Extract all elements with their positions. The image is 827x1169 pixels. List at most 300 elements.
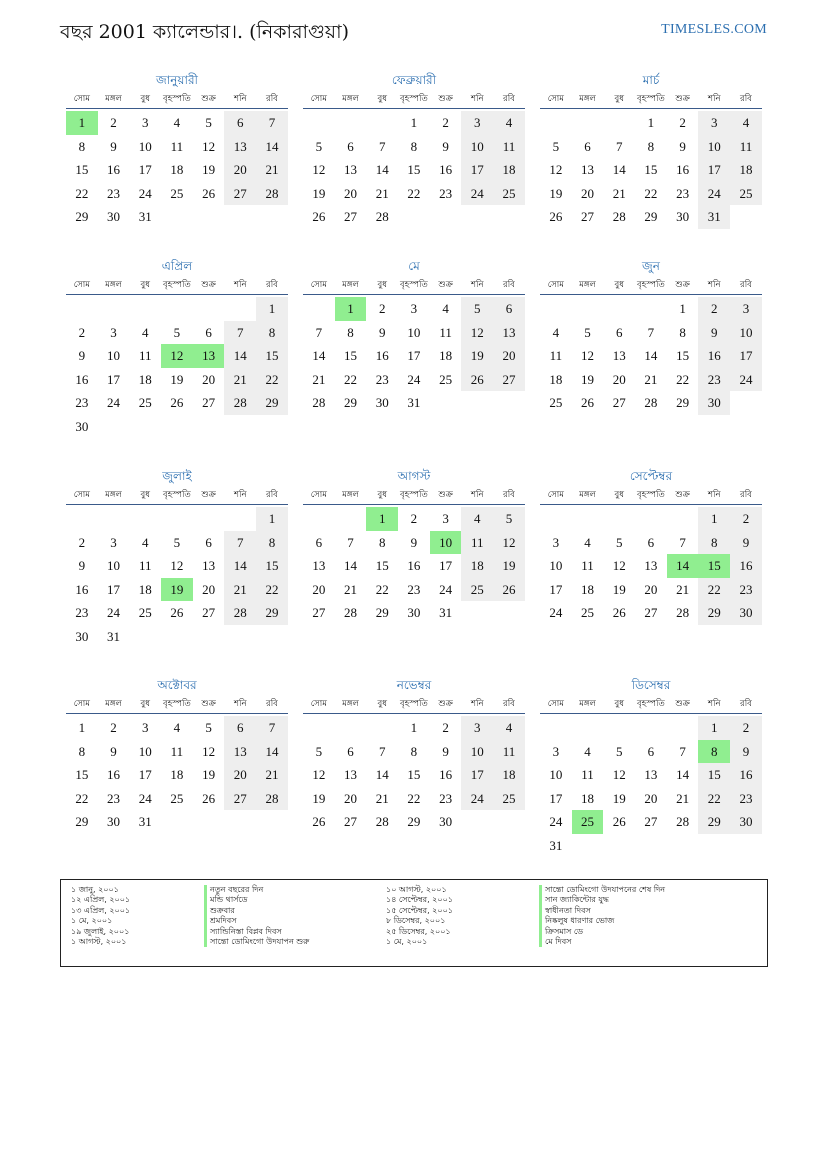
day-cell[interactable]: 1 <box>410 115 418 130</box>
day-cell[interactable]: 7 <box>256 716 288 740</box>
day-cell[interactable]: 22 <box>344 371 358 387</box>
day-cell[interactable]: 30 <box>730 601 762 625</box>
day-cell[interactable]: 28 <box>256 182 288 206</box>
day-cell[interactable]: 16 <box>439 767 453 782</box>
day-cell[interactable]: 17 <box>730 344 762 368</box>
day-cell[interactable]: 24 <box>439 581 453 597</box>
day-cell[interactable]: 24 <box>107 605 121 620</box>
day-cell[interactable]: 14 <box>676 767 690 782</box>
day-cell[interactable]: 24 <box>138 185 152 201</box>
day-cell[interactable]: 5 <box>205 720 212 735</box>
day-cell[interactable]: 30 <box>439 814 453 829</box>
day-cell[interactable]: 20 <box>644 790 658 806</box>
day-cell[interactable]: 1 <box>410 720 418 735</box>
day-cell[interactable]: 30 <box>730 810 762 834</box>
day-cell[interactable]: 6 <box>224 111 256 135</box>
day-cell[interactable]: 9 <box>110 138 117 154</box>
day-cell[interactable]: 2 <box>78 534 86 550</box>
day-cell[interactable]: 4 <box>552 324 560 340</box>
day-cell[interactable]: 26 <box>493 578 525 602</box>
day-cell[interactable]: 20 <box>202 581 216 597</box>
day-cell[interactable]: 8 <box>256 321 288 345</box>
day-cell[interactable]: 16 <box>75 371 89 387</box>
day-cell[interactable]: 2 <box>698 297 730 321</box>
day-cell[interactable]: 28 <box>224 391 256 415</box>
day-cell[interactable]: 22 <box>75 185 89 201</box>
day-cell[interactable]: 25 <box>730 182 762 206</box>
day-cell[interactable]: 11 <box>138 558 152 573</box>
day-cell[interactable]: 19 <box>170 371 184 387</box>
day-cell[interactable]: 8 <box>347 324 354 340</box>
day-cell[interactable]: 13 <box>224 740 256 764</box>
day-cell[interactable]: 7 <box>315 324 323 340</box>
day-cell[interactable]: 20 <box>344 790 358 806</box>
day-cell[interactable]: 27 <box>224 787 256 811</box>
day-cell[interactable]: 28 <box>256 787 288 811</box>
holiday-day-cell[interactable]: 1 <box>66 111 98 135</box>
day-cell[interactable]: 8 <box>410 138 418 154</box>
day-cell[interactable]: 23 <box>407 581 421 597</box>
day-cell[interactable]: 8 <box>256 531 288 555</box>
day-cell[interactable]: 15 <box>676 348 690 363</box>
day-cell[interactable]: 30 <box>107 209 121 224</box>
day-cell[interactable]: 27 <box>612 395 626 410</box>
day-cell[interactable]: 28 <box>224 601 256 625</box>
day-cell[interactable]: 4 <box>461 507 493 531</box>
day-cell[interactable]: 4 <box>173 720 181 735</box>
day-cell[interactable]: 11 <box>493 135 525 159</box>
day-cell[interactable]: 21 <box>256 158 288 182</box>
day-cell[interactable]: 19 <box>612 581 626 597</box>
day-cell[interactable]: 4 <box>141 324 149 340</box>
day-cell[interactable]: 3 <box>110 324 117 340</box>
day-cell[interactable]: 24 <box>730 368 762 392</box>
day-cell[interactable]: 23 <box>75 395 89 410</box>
day-cell[interactable]: 7 <box>378 138 386 154</box>
day-cell[interactable]: 26 <box>612 814 626 829</box>
day-cell[interactable]: 26 <box>170 605 184 620</box>
day-cell[interactable]: 6 <box>584 138 591 154</box>
holiday-day-cell[interactable]: 15 <box>698 554 730 578</box>
day-cell[interactable]: 14 <box>256 135 288 159</box>
day-cell[interactable]: 14 <box>344 558 358 573</box>
day-cell[interactable]: 27 <box>493 368 525 392</box>
day-cell[interactable]: 18 <box>138 371 152 387</box>
day-cell[interactable]: 12 <box>493 531 525 555</box>
day-cell[interactable]: 29 <box>644 209 658 224</box>
day-cell[interactable]: 1 <box>256 297 288 321</box>
day-cell[interactable]: 20 <box>581 185 595 201</box>
day-cell[interactable]: 3 <box>141 115 149 130</box>
day-cell[interactable]: 10 <box>138 138 152 154</box>
day-cell[interactable]: 3 <box>552 743 560 759</box>
day-cell[interactable]: 14 <box>644 348 658 363</box>
day-cell[interactable]: 21 <box>224 368 256 392</box>
day-cell[interactable]: 21 <box>375 185 389 201</box>
day-cell[interactable]: 25 <box>138 395 152 410</box>
day-cell[interactable]: 22 <box>75 790 89 806</box>
day-cell[interactable]: 24 <box>461 182 493 206</box>
day-cell[interactable]: 16 <box>375 348 389 363</box>
day-cell[interactable]: 23 <box>107 790 121 806</box>
day-cell[interactable]: 10 <box>461 740 493 764</box>
day-cell[interactable]: 20 <box>202 371 216 387</box>
day-cell[interactable]: 22 <box>644 185 658 201</box>
day-cell[interactable]: 26 <box>461 368 493 392</box>
day-cell[interactable]: 16 <box>730 763 762 787</box>
day-cell[interactable]: 15 <box>698 763 730 787</box>
day-cell[interactable]: 13 <box>644 767 658 782</box>
day-cell[interactable]: 10 <box>549 558 563 573</box>
day-cell[interactable]: 12 <box>612 767 626 782</box>
day-cell[interactable]: 9 <box>442 743 449 759</box>
day-cell[interactable]: 25 <box>493 787 525 811</box>
day-cell[interactable]: 6 <box>224 716 256 740</box>
day-cell[interactable]: 18 <box>581 581 595 597</box>
day-cell[interactable]: 5 <box>315 743 323 759</box>
day-cell[interactable]: 21 <box>644 371 658 387</box>
day-cell[interactable]: 28 <box>375 209 389 224</box>
day-cell[interactable]: 14 <box>224 344 256 368</box>
day-cell[interactable]: 12 <box>202 138 216 154</box>
day-cell[interactable]: 7 <box>378 743 386 759</box>
day-cell[interactable]: 20 <box>644 581 658 597</box>
day-cell[interactable]: 8 <box>78 743 86 759</box>
day-cell[interactable]: 10 <box>107 558 121 573</box>
day-cell[interactable]: 12 <box>170 558 184 573</box>
day-cell[interactable]: 31 <box>138 209 152 224</box>
day-cell[interactable]: 14 <box>375 162 389 177</box>
day-cell[interactable]: 23 <box>730 578 762 602</box>
day-cell[interactable]: 2 <box>442 115 449 130</box>
day-cell[interactable]: 2 <box>110 720 117 735</box>
day-cell[interactable]: 5 <box>615 534 623 550</box>
day-cell[interactable]: 10 <box>407 324 421 340</box>
day-cell[interactable]: 11 <box>138 348 152 363</box>
day-cell[interactable]: 8 <box>679 324 686 340</box>
day-cell[interactable]: 13 <box>344 767 358 782</box>
day-cell[interactable]: 27 <box>224 182 256 206</box>
day-cell[interactable]: 2 <box>410 511 418 526</box>
day-cell[interactable]: 6 <box>315 534 323 550</box>
day-cell[interactable]: 15 <box>407 162 421 177</box>
day-cell[interactable]: 13 <box>644 558 658 573</box>
day-cell[interactable]: 19 <box>202 767 216 782</box>
day-cell[interactable]: 10 <box>730 321 762 345</box>
day-cell[interactable]: 11 <box>493 740 525 764</box>
day-cell[interactable]: 22 <box>698 578 730 602</box>
day-cell[interactable]: 29 <box>407 814 421 829</box>
day-cell[interactable]: 16 <box>730 554 762 578</box>
day-cell[interactable]: 1 <box>679 301 686 316</box>
day-cell[interactable]: 3 <box>461 716 493 740</box>
day-cell[interactable]: 14 <box>312 348 326 363</box>
day-cell[interactable]: 28 <box>344 605 358 620</box>
day-cell[interactable]: 10 <box>698 135 730 159</box>
day-cell[interactable]: 17 <box>549 581 563 597</box>
day-cell[interactable]: 16 <box>439 162 453 177</box>
day-cell[interactable]: 11 <box>170 138 184 154</box>
day-cell[interactable]: 30 <box>676 209 690 224</box>
day-cell[interactable]: 18 <box>493 763 525 787</box>
day-cell[interactable]: 22 <box>407 790 421 806</box>
day-cell[interactable]: 30 <box>407 605 421 620</box>
day-cell[interactable]: 22 <box>256 578 288 602</box>
day-cell[interactable]: 19 <box>549 185 563 201</box>
day-cell[interactable]: 11 <box>581 767 594 782</box>
day-cell[interactable]: 25 <box>493 182 525 206</box>
day-cell[interactable]: 27 <box>644 605 658 620</box>
day-cell[interactable]: 16 <box>698 344 730 368</box>
day-cell[interactable]: 9 <box>730 740 762 764</box>
day-cell[interactable]: 21 <box>224 578 256 602</box>
day-cell[interactable]: 24 <box>461 787 493 811</box>
day-cell[interactable]: 14 <box>375 767 389 782</box>
day-cell[interactable]: 24 <box>107 395 121 410</box>
day-cell[interactable]: 7 <box>615 138 623 154</box>
day-cell[interactable]: 30 <box>75 418 89 434</box>
day-cell[interactable]: 4 <box>493 111 525 135</box>
day-cell[interactable]: 5 <box>461 297 493 321</box>
day-cell[interactable]: 13 <box>344 162 358 177</box>
day-cell[interactable]: 22 <box>676 371 690 387</box>
day-cell[interactable]: 8 <box>647 138 655 154</box>
day-cell[interactable]: 4 <box>493 716 525 740</box>
day-cell[interactable]: 1 <box>698 507 730 531</box>
day-cell[interactable]: 13 <box>581 162 595 177</box>
day-cell[interactable]: 13 <box>493 321 525 345</box>
day-cell[interactable]: 7 <box>224 321 256 345</box>
day-cell[interactable]: 24 <box>407 371 421 387</box>
day-cell[interactable]: 13 <box>224 135 256 159</box>
day-cell[interactable]: 3 <box>410 301 418 316</box>
day-cell[interactable]: 14 <box>612 162 626 177</box>
day-cell[interactable]: 3 <box>141 720 149 735</box>
day-cell[interactable]: 26 <box>581 395 595 410</box>
day-cell[interactable]: 26 <box>312 209 326 224</box>
day-cell[interactable]: 15 <box>644 162 658 177</box>
day-cell[interactable]: 15 <box>407 767 421 782</box>
day-cell[interactable]: 7 <box>347 534 354 550</box>
day-cell[interactable]: 21 <box>312 371 326 387</box>
day-cell[interactable]: 21 <box>344 581 358 597</box>
day-cell[interactable]: 28 <box>312 395 326 410</box>
day-cell[interactable]: 19 <box>612 790 626 806</box>
holiday-day-cell[interactable]: 25 <box>572 810 604 834</box>
day-cell[interactable]: 22 <box>375 581 389 597</box>
day-cell[interactable]: 30 <box>375 395 389 410</box>
day-cell[interactable]: 4 <box>141 534 149 550</box>
day-cell[interactable]: 25 <box>170 185 184 201</box>
day-cell[interactable]: 26 <box>549 209 563 224</box>
day-cell[interactable]: 1 <box>698 716 730 740</box>
day-cell[interactable]: 31 <box>698 205 730 229</box>
day-cell[interactable]: 23 <box>698 368 730 392</box>
day-cell[interactable]: 3 <box>552 534 560 550</box>
day-cell[interactable]: 18 <box>493 158 525 182</box>
day-cell[interactable]: 29 <box>256 601 288 625</box>
day-cell[interactable]: 27 <box>312 605 326 620</box>
day-cell[interactable]: 7 <box>224 531 256 555</box>
day-cell[interactable]: 13 <box>312 558 326 573</box>
day-cell[interactable]: 6 <box>205 534 212 550</box>
day-cell[interactable]: 19 <box>461 344 493 368</box>
day-cell[interactable]: 23 <box>375 371 389 387</box>
day-cell[interactable]: 9 <box>378 324 386 340</box>
day-cell[interactable]: 3 <box>698 111 730 135</box>
day-cell[interactable]: 11 <box>170 743 184 759</box>
day-cell[interactable]: 17 <box>407 348 421 363</box>
day-cell[interactable]: 21 <box>612 185 626 201</box>
day-cell[interactable]: 17 <box>107 581 121 597</box>
day-cell[interactable]: 18 <box>461 554 493 578</box>
day-cell[interactable]: 16 <box>407 558 421 573</box>
day-cell[interactable]: 12 <box>202 743 216 759</box>
day-cell[interactable]: 26 <box>312 814 326 829</box>
day-cell[interactable]: 3 <box>110 534 117 550</box>
day-cell[interactable]: 27 <box>644 814 658 829</box>
day-cell[interactable]: 31 <box>407 395 421 410</box>
day-cell[interactable]: 17 <box>107 371 121 387</box>
day-cell[interactable]: 6 <box>647 743 655 759</box>
day-cell[interactable]: 11 <box>549 348 563 363</box>
day-cell[interactable]: 15 <box>75 767 89 782</box>
day-cell[interactable]: 18 <box>138 581 152 597</box>
day-cell[interactable]: 10 <box>138 743 152 759</box>
day-cell[interactable]: 17 <box>138 162 152 177</box>
day-cell[interactable]: 17 <box>698 158 730 182</box>
day-cell[interactable]: 11 <box>581 558 594 573</box>
day-cell[interactable]: 20 <box>224 763 256 787</box>
day-cell[interactable]: 25 <box>581 605 595 620</box>
holiday-day-cell[interactable]: 1 <box>366 507 398 531</box>
day-cell[interactable]: 9 <box>679 138 686 154</box>
day-cell[interactable]: 21 <box>676 581 690 597</box>
day-cell[interactable]: 5 <box>493 507 525 531</box>
day-cell[interactable]: 5 <box>173 534 181 550</box>
holiday-day-cell[interactable]: 8 <box>698 740 730 764</box>
day-cell[interactable]: 12 <box>612 558 626 573</box>
day-cell[interactable]: 21 <box>676 790 690 806</box>
day-cell[interactable]: 24 <box>549 605 563 620</box>
day-cell[interactable]: 15 <box>256 554 288 578</box>
holiday-day-cell[interactable]: 1 <box>335 297 367 321</box>
day-cell[interactable]: 21 <box>375 790 389 806</box>
day-cell[interactable]: 18 <box>730 158 762 182</box>
day-cell[interactable]: 18 <box>581 790 595 806</box>
day-cell[interactable]: 19 <box>312 790 326 806</box>
day-cell[interactable]: 6 <box>347 743 354 759</box>
day-cell[interactable]: 2 <box>679 115 686 130</box>
day-cell[interactable]: 7 <box>647 324 655 340</box>
day-cell[interactable]: 29 <box>698 601 730 625</box>
day-cell[interactable]: 27 <box>344 814 358 829</box>
day-cell[interactable]: 2 <box>730 716 762 740</box>
day-cell[interactable]: 22 <box>698 787 730 811</box>
day-cell[interactable]: 24 <box>549 814 563 829</box>
day-cell[interactable]: 15 <box>344 348 358 363</box>
day-cell[interactable]: 15 <box>375 558 389 573</box>
day-cell[interactable]: 17 <box>439 558 453 573</box>
day-cell[interactable]: 14 <box>224 554 256 578</box>
day-cell[interactable]: 2 <box>78 324 86 340</box>
day-cell[interactable]: 29 <box>676 395 690 410</box>
day-cell[interactable]: 31 <box>439 605 453 620</box>
day-cell[interactable]: 29 <box>75 209 89 224</box>
day-cell[interactable]: 10 <box>107 348 121 363</box>
day-cell[interactable]: 8 <box>378 534 386 550</box>
day-cell[interactable]: 26 <box>202 185 216 201</box>
day-cell[interactable]: 9 <box>110 743 117 759</box>
day-cell[interactable]: 20 <box>312 581 326 597</box>
day-cell[interactable]: 23 <box>75 605 89 620</box>
day-cell[interactable]: 28 <box>644 395 658 410</box>
day-cell[interactable]: 12 <box>581 348 595 363</box>
day-cell[interactable]: 16 <box>676 162 690 177</box>
day-cell[interactable]: 9 <box>78 348 86 363</box>
day-cell[interactable]: 27 <box>344 209 358 224</box>
day-cell[interactable]: 12 <box>549 162 563 177</box>
holiday-day-cell[interactable]: 12 <box>161 344 193 368</box>
day-cell[interactable]: 5 <box>552 138 560 154</box>
day-cell[interactable]: 19 <box>581 371 595 387</box>
day-cell[interactable]: 26 <box>202 790 216 806</box>
day-cell[interactable]: 31 <box>138 814 152 829</box>
day-cell[interactable]: 4 <box>173 115 181 130</box>
day-cell[interactable]: 28 <box>676 814 690 829</box>
day-cell[interactable]: 29 <box>375 605 389 620</box>
day-cell[interactable]: 27 <box>581 209 595 224</box>
day-cell[interactable]: 18 <box>549 371 563 387</box>
holiday-day-cell[interactable]: 10 <box>430 531 462 555</box>
day-cell[interactable]: 4 <box>442 301 449 316</box>
day-cell[interactable]: 26 <box>612 605 626 620</box>
day-cell[interactable]: 16 <box>107 767 121 782</box>
day-cell[interactable]: 5 <box>205 115 212 130</box>
day-cell[interactable]: 1 <box>647 115 655 130</box>
day-cell[interactable]: 20 <box>612 371 626 387</box>
day-cell[interactable]: 10 <box>549 767 563 782</box>
day-cell[interactable]: 2 <box>442 720 449 735</box>
day-cell[interactable]: 23 <box>439 185 453 201</box>
day-cell[interactable]: 9 <box>410 534 418 550</box>
day-cell[interactable]: 17 <box>461 763 493 787</box>
day-cell[interactable]: 7 <box>679 743 686 759</box>
day-cell[interactable]: 6 <box>347 138 354 154</box>
day-cell[interactable]: 20 <box>344 185 358 201</box>
day-cell[interactable]: 29 <box>256 391 288 415</box>
day-cell[interactable]: 18 <box>170 162 184 177</box>
day-cell[interactable]: 7 <box>256 111 288 135</box>
day-cell[interactable]: 29 <box>75 814 89 829</box>
day-cell[interactable]: 8 <box>78 138 86 154</box>
day-cell[interactable]: 25 <box>439 371 453 387</box>
day-cell[interactable]: 17 <box>461 158 493 182</box>
day-cell[interactable]: 17 <box>138 767 152 782</box>
day-cell[interactable]: 8 <box>698 531 730 555</box>
day-cell[interactable]: 4 <box>584 743 591 759</box>
day-cell[interactable]: 3 <box>730 297 762 321</box>
day-cell[interactable]: 25 <box>170 790 184 806</box>
day-cell[interactable]: 22 <box>407 185 421 201</box>
day-cell[interactable]: 11 <box>461 531 493 555</box>
day-cell[interactable]: 19 <box>202 162 216 177</box>
day-cell[interactable]: 20 <box>493 344 525 368</box>
day-cell[interactable]: 3 <box>461 111 493 135</box>
day-cell[interactable]: 31 <box>549 837 563 853</box>
holiday-day-cell[interactable]: 13 <box>193 344 225 368</box>
day-cell[interactable]: 23 <box>439 790 453 806</box>
